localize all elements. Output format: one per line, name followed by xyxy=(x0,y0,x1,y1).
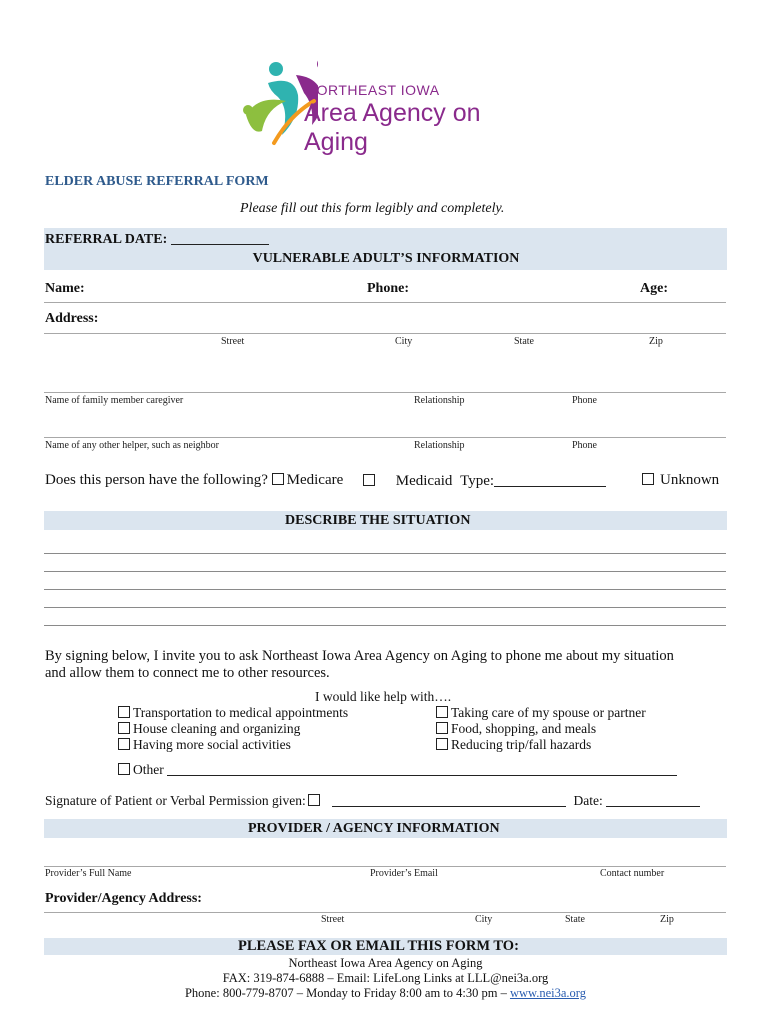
house-cleaning-label: House cleaning and organizing xyxy=(133,721,301,736)
caregiver-relationship-caption: Relationship xyxy=(414,395,465,406)
signature-label: Signature of Patient or Verbal Permission given: xyxy=(45,793,306,808)
transportation-checkbox[interactable] xyxy=(118,706,130,718)
address-zip-caption: Zip xyxy=(649,336,663,347)
verbal-permission-checkbox[interactable] xyxy=(308,794,320,806)
age-label: Age: xyxy=(640,281,668,296)
agency-logo xyxy=(238,55,538,155)
signature-date-label: Date: xyxy=(573,793,603,808)
provider-address-line[interactable] xyxy=(44,912,726,913)
situation-line-4[interactable] xyxy=(44,607,726,608)
help-options-right xyxy=(436,705,646,753)
address-state-caption: State xyxy=(514,336,534,347)
helper-caption: Name of any other helper, such as neighbor xyxy=(45,440,219,451)
referral-date-label xyxy=(45,230,269,248)
spouse-care-checkbox[interactable] xyxy=(436,706,448,718)
transportation-label: Transportation to medical appointments xyxy=(133,705,349,720)
address-city-caption: City xyxy=(395,336,413,347)
type-label: Type: xyxy=(460,473,495,489)
other-checkbox[interactable] xyxy=(118,763,130,775)
caregiver-caption: Name of family member caregiver xyxy=(45,395,184,406)
form-instruction: Please fill out this form legibly and completely. xyxy=(240,201,505,216)
food-checkbox[interactable] xyxy=(436,722,448,734)
help-heading: I would like help with…. xyxy=(315,689,452,704)
situation-line-3[interactable] xyxy=(44,589,726,590)
caregiver-line[interactable] xyxy=(44,392,726,393)
consent-line-2: and allow them to connect me to other resources. xyxy=(45,665,330,681)
caregiver-phone-caption: Phone xyxy=(572,395,597,406)
unknown-checkbox[interactable] xyxy=(642,473,654,485)
help-option-food[interactable] xyxy=(436,721,646,737)
situation-line-5[interactable] xyxy=(44,625,726,626)
address-street-caption: Street xyxy=(221,336,245,347)
referral-date-text: REFERRAL DATE: xyxy=(45,232,168,247)
medicaid-checkbox[interactable] xyxy=(363,474,375,486)
other-label: Other xyxy=(133,762,164,777)
provider-contact-caption: Contact number xyxy=(600,868,665,879)
helper-relationship-caption: Relationship xyxy=(414,440,465,451)
helper-line[interactable] xyxy=(44,437,726,438)
situation-section-title: DESCRIBE THE SITUATION xyxy=(285,513,471,528)
form-title: ELDER ABUSE REFERRAL FORM xyxy=(45,174,269,189)
signature-field[interactable] xyxy=(332,792,566,807)
name-line[interactable] xyxy=(44,302,726,303)
helper-phone-caption: Phone xyxy=(572,440,597,451)
medicaid-label: Medicaid xyxy=(395,473,453,489)
address-line[interactable] xyxy=(44,333,726,334)
help-option-other xyxy=(118,761,677,778)
unknown-label: Unknown xyxy=(660,472,720,488)
social-checkbox[interactable] xyxy=(118,738,130,750)
phone-label: Phone: xyxy=(367,281,409,296)
provider-zip-caption: Zip xyxy=(660,914,674,925)
address-label: Address: xyxy=(45,311,99,326)
other-field[interactable] xyxy=(167,761,677,776)
provider-address-label: Provider/Agency Address: xyxy=(45,891,202,906)
help-options-left xyxy=(118,705,348,753)
fall-hazards-checkbox[interactable] xyxy=(436,738,448,750)
medicare-label: Medicare xyxy=(286,472,344,488)
logo-line1: NORTHEAST IOWA xyxy=(306,82,440,98)
help-option-house-cleaning[interactable] xyxy=(118,721,348,737)
footer-org: Northeast Iowa Area Agency on Aging xyxy=(288,956,483,970)
help-option-social[interactable] xyxy=(118,737,348,753)
spouse-care-label: Taking care of my spouse or partner xyxy=(451,705,646,720)
adult-section-title: VULNERABLE ADULT’S INFORMATION xyxy=(252,251,520,266)
provider-name-caption: Provider’s Full Name xyxy=(45,868,132,879)
food-label: Food, shopping, and meals xyxy=(451,721,597,736)
signature-row xyxy=(45,792,700,809)
fall-hazards-label: Reducing trip/fall hazards xyxy=(451,737,592,752)
medicaid-option xyxy=(363,472,606,490)
referral-date-field[interactable] xyxy=(171,230,269,245)
provider-state-caption: State xyxy=(565,914,585,925)
situation-line-1[interactable] xyxy=(44,553,726,554)
footer-phone-row xyxy=(44,986,727,1001)
help-option-spouse-care[interactable] xyxy=(436,705,646,721)
coverage-question-text: Does this person have the following? xyxy=(45,472,268,488)
provider-city-caption: City xyxy=(475,914,493,925)
situation-line-2[interactable] xyxy=(44,571,726,572)
footer-heading: PLEASE FAX OR EMAIL THIS FORM TO: xyxy=(238,938,519,954)
footer-website-link[interactable]: www.nei3a.org xyxy=(509,986,586,1000)
provider-street-caption: Street xyxy=(321,914,345,925)
unknown-option xyxy=(642,472,719,489)
help-option-fall-hazards[interactable] xyxy=(436,737,646,753)
provider-name-line[interactable] xyxy=(44,866,726,867)
house-cleaning-checkbox[interactable] xyxy=(118,722,130,734)
help-option-transportation[interactable] xyxy=(118,705,348,721)
footer-phone-line: Phone: 800-779-8707 – Monday to Friday 8:00 am to 4:30 pm – xyxy=(184,986,507,1000)
consent-line-1: By signing below, I invite you to ask Northeast Iowa Area Agency on Aging to phone me about my situation xyxy=(45,648,674,664)
coverage-question xyxy=(45,472,343,489)
type-field[interactable] xyxy=(494,472,606,487)
name-label: Name: xyxy=(45,281,85,296)
logo-line2: Area Agency on Aging xyxy=(304,99,481,156)
provider-email-caption: Provider’s Email xyxy=(370,868,438,879)
signature-date-field[interactable] xyxy=(606,792,700,807)
social-label: Having more social activities xyxy=(133,737,291,752)
footer-fax-line: FAX: 319-874-6888 – Email: LifeLong Links at LLL@nei3a.org xyxy=(222,971,549,985)
medicare-checkbox[interactable] xyxy=(272,473,284,485)
provider-section-title: PROVIDER / AGENCY INFORMATION xyxy=(248,821,500,836)
